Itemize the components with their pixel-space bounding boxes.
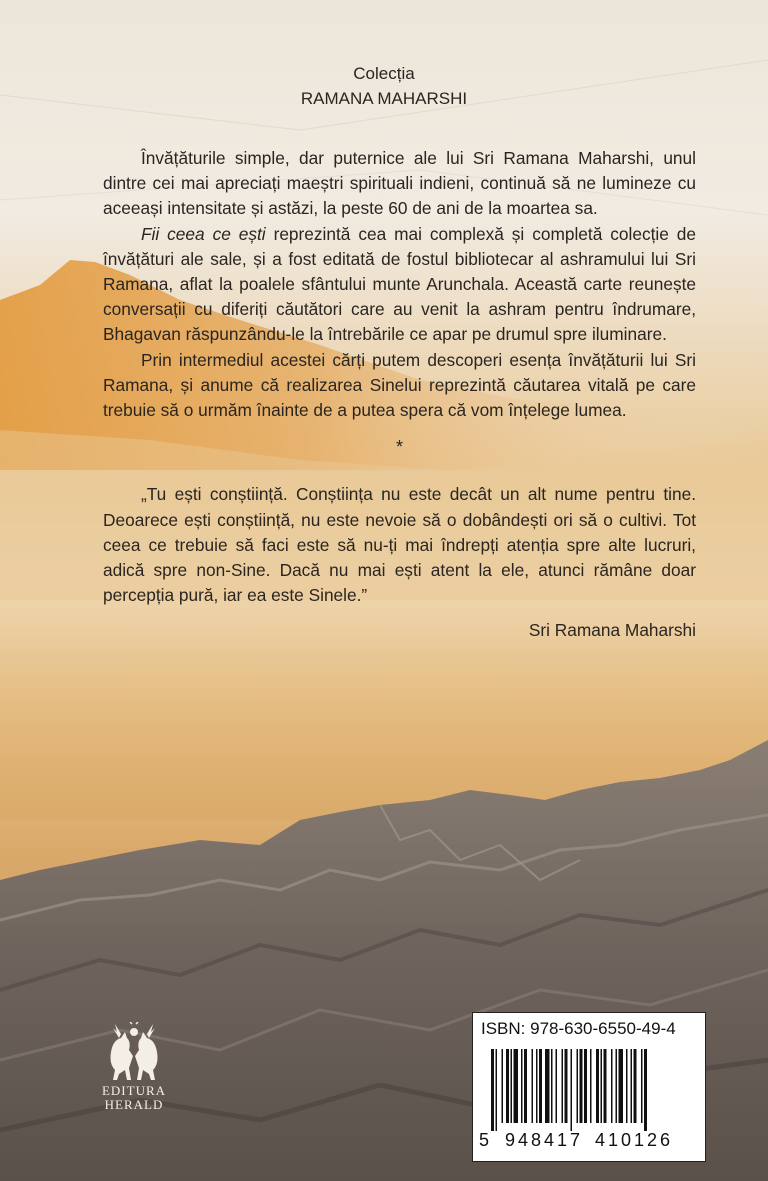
barcode-bar — [644, 1049, 647, 1131]
barcode-digit-first: 5 — [479, 1130, 490, 1150]
barcode-bar — [626, 1049, 628, 1123]
barcode-bar — [571, 1049, 573, 1131]
barcode-bar — [580, 1049, 583, 1123]
isbn-barcode-box — [472, 1012, 706, 1162]
publisher-name-line1: EDITURA — [101, 1083, 167, 1098]
series-label: Colecția — [353, 64, 415, 83]
barcode-digits-right: 410126 — [595, 1130, 674, 1150]
paragraph-intro: Învățăturile simple, dar puternice ale lui Sri Ramana Maharshi, unul dintre cei mai apreciați maeștri spirituali indieni, continuă să ne lumineze cu aceeași intensitate și astăzi, la peste 60 de ani de la moartea sa. — [103, 148, 696, 219]
barcode-bar — [596, 1049, 599, 1123]
barcode-digits-left: 948417 — [505, 1130, 584, 1150]
barcode-bar — [511, 1049, 513, 1123]
series-heading — [0, 61, 768, 111]
barcode-bar — [532, 1049, 534, 1123]
barcode-bar — [604, 1049, 607, 1123]
blurb — [103, 146, 696, 644]
barcode-bar — [556, 1049, 558, 1123]
barcode-bar — [496, 1049, 498, 1131]
barcode-bar — [577, 1049, 579, 1123]
barcode-bar — [506, 1049, 509, 1123]
book-title: Fii ceea ce ești — [141, 223, 266, 244]
barcode-bar — [641, 1049, 643, 1123]
barcode-bar — [601, 1049, 603, 1123]
barcode-bar — [524, 1049, 527, 1123]
barcode-bar — [562, 1049, 564, 1123]
barcode-bar — [551, 1049, 553, 1123]
twin-deer-logo-icon — [99, 1022, 169, 1084]
isbn-label: ISBN: 978-630-6550-49-4 — [481, 1019, 676, 1038]
paragraph-essence: Prin intermediul acestei cărți putem descoperi esența învățăturii lui Sri Ramana, și anume că realizarea Sinelui reprezintă căutarea vitală pe care trebuie să o urmăm înainte de a putea spera că vom înțelege lumea. — [103, 349, 696, 421]
publisher-logo — [92, 1022, 176, 1132]
barcode-bar — [631, 1049, 633, 1123]
barcode-bar — [584, 1049, 587, 1123]
paragraph-book — [103, 222, 696, 348]
barcode-bar — [502, 1049, 504, 1123]
barcode-bar — [539, 1049, 542, 1123]
barcode-bar — [545, 1049, 550, 1123]
paragraph-book-text: reprezintă cea mai complexă și completă colecție de învățături ale sale, și a fost editată de fostul bibliotecar al ashramului lui Sri Ramana, aflat la poalele sfântului munte Arunchala. Această carte reunește conversații cu diferiți căutători care au venit la ashram pentru îndrumare, Bhagavan răspunzându-le la întrebările ce apar pe drumul spre iluminare. — [103, 223, 696, 345]
barcode-bar — [634, 1049, 637, 1123]
barcode-bar — [514, 1049, 519, 1123]
barcode-bar — [616, 1049, 618, 1123]
section-separator: * — [395, 437, 403, 458]
quote-author: Sri Ramana Maharshi — [528, 620, 696, 641]
barcode-bar — [521, 1049, 523, 1123]
barcode-bar — [590, 1049, 592, 1123]
series-name: RAMANA MAHARSHI — [300, 89, 468, 108]
barcode-bar — [611, 1049, 613, 1123]
barcode — [491, 1049, 691, 1131]
publisher-name-line2: HERALD — [104, 1097, 164, 1112]
barcode-bar — [619, 1049, 624, 1123]
barcode-bar — [491, 1049, 494, 1131]
quote-text: „Tu ești conștiință. Conștiința nu este decât un alt nume pentru tine. Deoarece ești conștiință, nu este nevoie să o dobândești ori să o cultivi. Tot ceea ce trebuie să faci este să nu-ți mai îndrepți atenția spre alte lucruri, adică spre non-Sine. Dacă nu mai ești atent la ele, atunci rămâne doar percepția pură, iar ea este Sinele.” — [103, 484, 696, 606]
barcode-bar — [536, 1049, 538, 1123]
barcode-bar — [565, 1049, 568, 1123]
